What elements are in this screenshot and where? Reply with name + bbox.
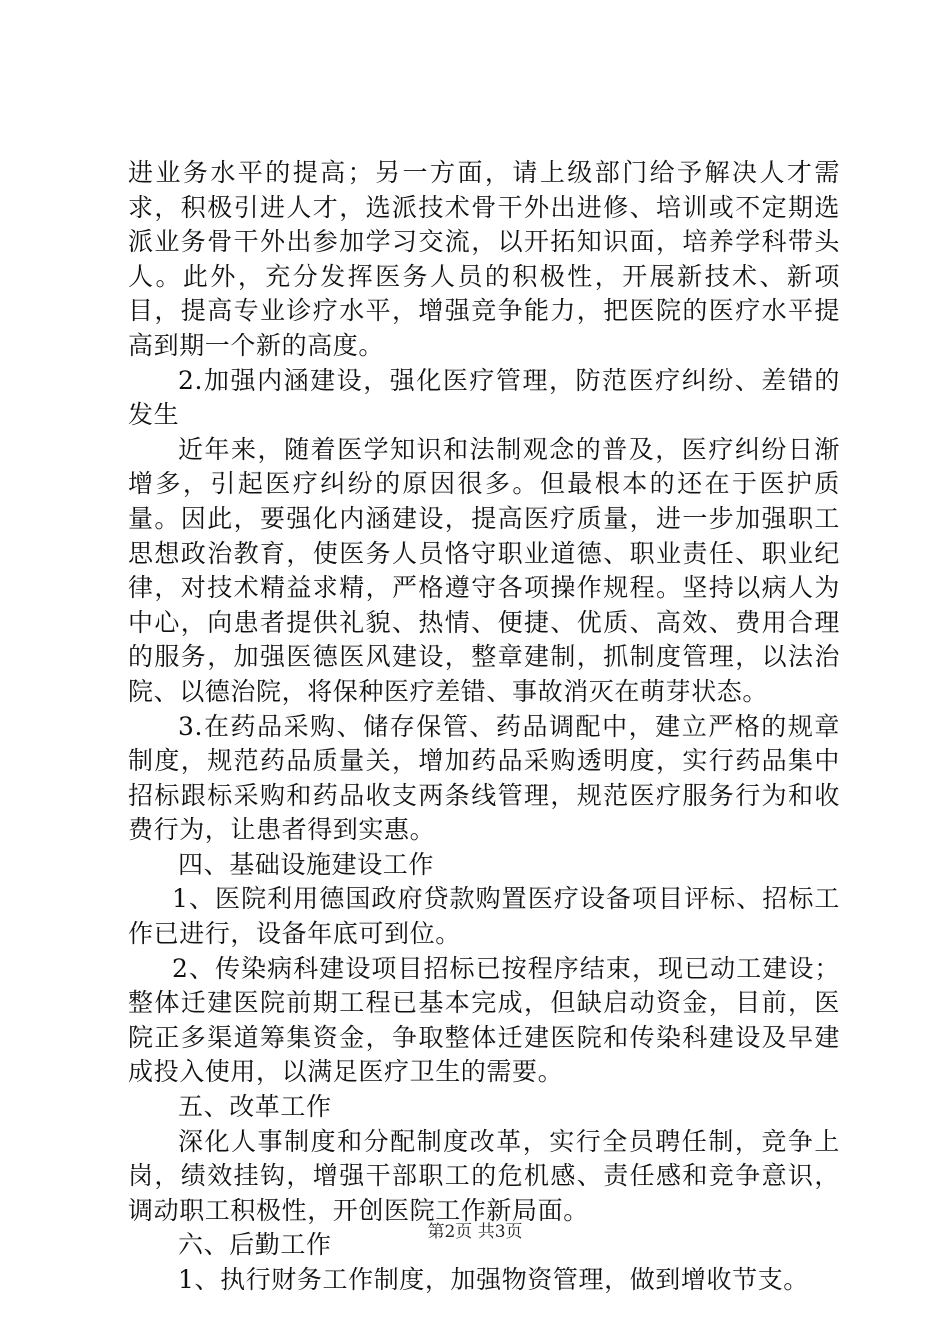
- paragraph-equipment-project: 1、医院利用德国政府贷款购置医疗设备项目评标、招标工作已进行，设备年底可到位。: [128, 884, 840, 949]
- subheading-2: 2.加强内涵建设，强化医疗管理，防范医疗纠纷、差错的发生: [128, 365, 840, 430]
- section-heading-reform: 五、改革工作: [178, 1092, 332, 1122]
- page-number-footer: 第2页 共3页: [427, 1222, 523, 1242]
- paragraph-continuation: 进业务水平的提高；另一方面，请上级部门给予解决人才需求，积极引进人才，选派技术骨干外出进修、培训或不定期选派业务骨干外出参加学习交流，以开拓知识面，培养学科带头人。此外，充分发挥医务人员的积极性，开展新技术、新项目，提高专业诊疗水平，增强竞争能力，把医院的医疗水平提高到期一个新的高度。: [128, 158, 840, 360]
- paragraph-drug-procurement: 3.在药品采购、储存保管、药品调配中，建立严格的规章制度，规范药品质量关，增加药品采购透明度，实行药品集中招标跟标采购和药品收支两条线管理，规范医疗服务行为和收费行为，让患者得到实惠。: [128, 711, 840, 845]
- section-heading-infrastructure: 四、基础设施建设工作: [178, 849, 435, 879]
- paragraph-infectious-dept: 2、传染病科建设项目招标已按程序结束，现已动工建设；整体迁建医院前期工程已基本完成，但缺启动资金，目前，医院正多渠道筹集资金，争取整体迁建医院和传染科建设及早建成投入使用，以满足医疗卫生的需要。: [128, 953, 840, 1087]
- section-heading-logistics: 六、后勤工作: [178, 1230, 332, 1260]
- paragraph-reform: 深化人事制度和分配制度改革，实行全员聘任制，竞争上岗，绩效挂钩，增强干部职工的危机感、责任感和竞争意识，调动职工积极性，开创医院工作新局面。: [128, 1126, 840, 1225]
- document-body: [128, 156, 840, 1298]
- paragraph-finance: 1、执行财务工作制度，加强物资管理，做到增收节支。: [178, 1265, 809, 1294]
- paragraph-medical-disputes: 近年来，随着医学知识和法制观念的普及，医疗纠纷日渐增多，引起医疗纠纷的原因很多。但最根本的还在于医护质量。因此，要强化内涵建设，提高医疗质量，进一步加强职工思想政治教育，使医务人员恪守职业道德、职业责任、职业纪律，对技术精益求精，严格遵守各项操作规程。坚持以病人为中心，向患者提供礼貌、热情、便捷、优质、高效、费用合理的服务，加强医德医风建设，整章建制，抓制度管理，以法治院、以德治院，将保种医疗差错、事故消灭在萌芽状态。: [128, 434, 840, 706]
